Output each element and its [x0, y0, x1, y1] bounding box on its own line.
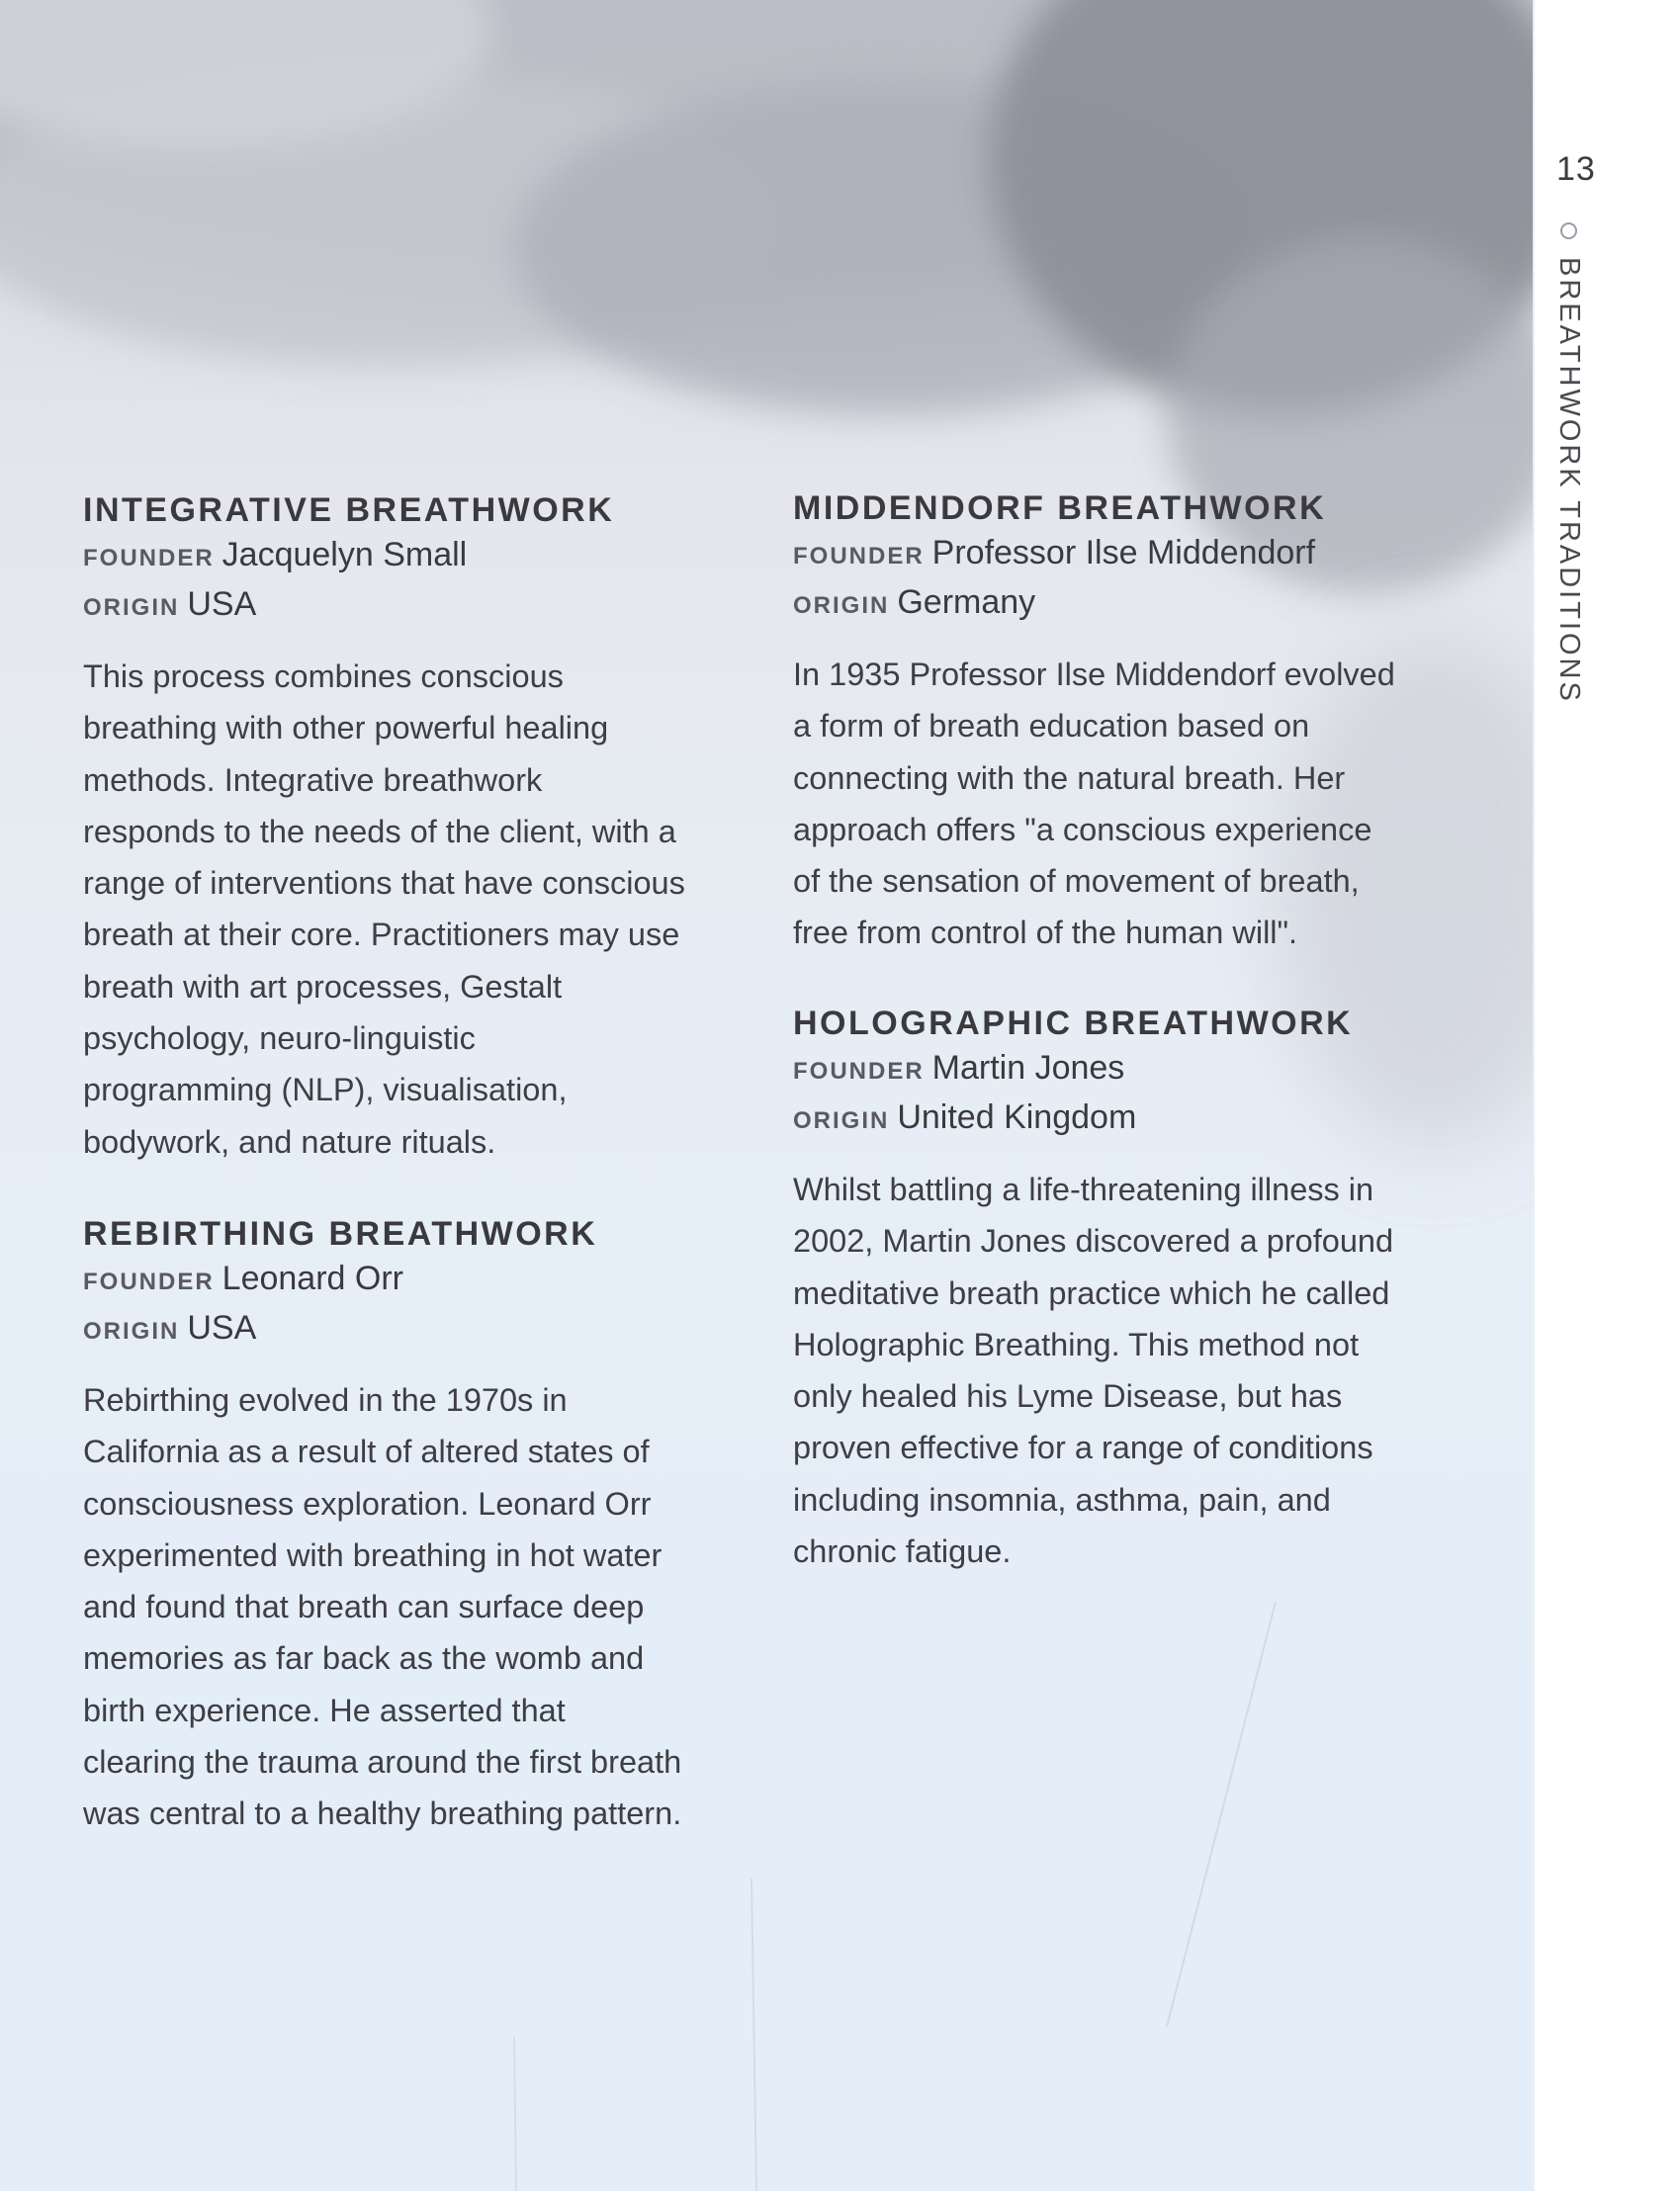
founder-label: FOUNDER	[793, 543, 925, 570]
body-line: In 1935 Professor Ilse Middendorf evolved	[793, 657, 1395, 692]
founder-value: Jacquelyn Small	[221, 536, 468, 573]
body-line: Holographic Breathing. This method not	[793, 1326, 1360, 1362]
body-line: California as a result of altered states of	[83, 1434, 650, 1470]
origin-label: ORIGIN	[83, 594, 180, 621]
founder-line	[83, 1256, 775, 1305]
page-number: 13	[1556, 150, 1596, 188]
page-edge	[1533, 0, 1535, 2191]
body-line: range of interventions that have conscious	[83, 865, 685, 902]
entry-rebirthing	[83, 1212, 775, 1840]
founder-label: FOUNDER	[83, 1269, 215, 1295]
body-line: birth experience. He asserted that	[83, 1692, 566, 1728]
origin-line	[83, 1305, 775, 1355]
body-line: consciousness exploration. Leonard Orr	[83, 1485, 652, 1522]
body-line: free from control of the human will".	[793, 915, 1298, 951]
founder-line	[83, 532, 775, 581]
body-line: experimented with breathing in hot water	[83, 1536, 663, 1573]
origin-line	[793, 1095, 1485, 1144]
origin-line	[793, 579, 1485, 629]
origin-value: USA	[187, 1309, 257, 1347]
body-line: Rebirthing evolved in the 1970s in	[83, 1382, 568, 1418]
body-line: of the sensation of movement of breath,	[793, 863, 1360, 900]
entry-middendorf	[793, 486, 1485, 959]
entry-body	[793, 1164, 1485, 1577]
body-line: memories as far back as the womb and	[83, 1640, 645, 1677]
origin-line	[83, 581, 775, 631]
entry-body	[83, 651, 775, 1168]
founder-label: FOUNDER	[83, 545, 215, 571]
entry-integrative	[83, 488, 775, 1168]
founder-value: Leonard Orr	[221, 1260, 403, 1297]
body-line: chronic fatigue.	[793, 1534, 1012, 1570]
origin-value: Germany	[897, 583, 1036, 621]
origin-value: United Kingdom	[897, 1098, 1137, 1136]
body-line: breathing with other powerful healing	[83, 710, 609, 746]
body-line: and found that breath can surface deep	[83, 1589, 645, 1625]
body-line: clearing the trauma around the first breath	[83, 1744, 682, 1781]
body-line: breath at their core. Practitioners may use	[83, 917, 680, 953]
body-line: Whilst battling a life-threatening illness in	[793, 1172, 1374, 1207]
body-line: breath with art processes, Gestalt	[83, 968, 563, 1005]
body-line: connecting with the natural breath. Her	[793, 759, 1346, 796]
body-line: psychology, neuro-linguistic	[83, 1020, 476, 1057]
body-line: a form of breath education based on	[793, 708, 1310, 745]
body-line: This process combines conscious	[83, 658, 564, 694]
origin-value: USA	[187, 585, 257, 623]
origin-label: ORIGIN	[83, 1318, 180, 1345]
origin-label: ORIGIN	[793, 592, 890, 619]
founder-value: Professor Ilse Middendorf	[931, 534, 1316, 571]
entry-body	[83, 1374, 775, 1840]
body-line: only healed his Lyme Disease, but has	[793, 1378, 1343, 1415]
body-line: programming (NLP), visualisation,	[83, 1072, 568, 1108]
body-line: bodywork, and nature rituals.	[83, 1123, 496, 1160]
circle-bullet-icon	[1560, 222, 1577, 239]
running-head	[1552, 222, 1585, 704]
body-line: was central to a healthy breathing pattern.	[83, 1796, 682, 1832]
entry-holographic	[793, 1002, 1485, 1577]
entry-title: INTEGRATIVE BREATHWORK	[83, 491, 615, 529]
body-line: proven effective for a range of conditions	[793, 1430, 1373, 1466]
body-line: including insomnia, asthma, pain, and	[793, 1481, 1331, 1518]
founder-line	[793, 530, 1485, 579]
body-line: methods. Integrative breathwork	[83, 761, 543, 798]
body-line: 2002, Martin Jones discovered a profound	[793, 1223, 1394, 1260]
entry-title: MIDDENDORF BREATHWORK	[793, 489, 1327, 527]
entry-body	[793, 649, 1485, 959]
running-head-text: BREATHWORK TRADITIONS	[1553, 257, 1585, 704]
entry-title: REBIRTHING BREATHWORK	[83, 1215, 598, 1253]
body-line: approach offers "a conscious experience	[793, 811, 1372, 847]
entry-title: HOLOGRAPHIC BREATHWORK	[793, 1005, 1354, 1042]
founder-label: FOUNDER	[793, 1058, 925, 1085]
body-line: meditative breath practice which he called	[793, 1274, 1390, 1311]
founder-line	[793, 1045, 1485, 1095]
body-line: responds to the needs of the client, with a	[83, 813, 676, 849]
founder-value: Martin Jones	[931, 1049, 1125, 1087]
origin-label: ORIGIN	[793, 1107, 890, 1134]
